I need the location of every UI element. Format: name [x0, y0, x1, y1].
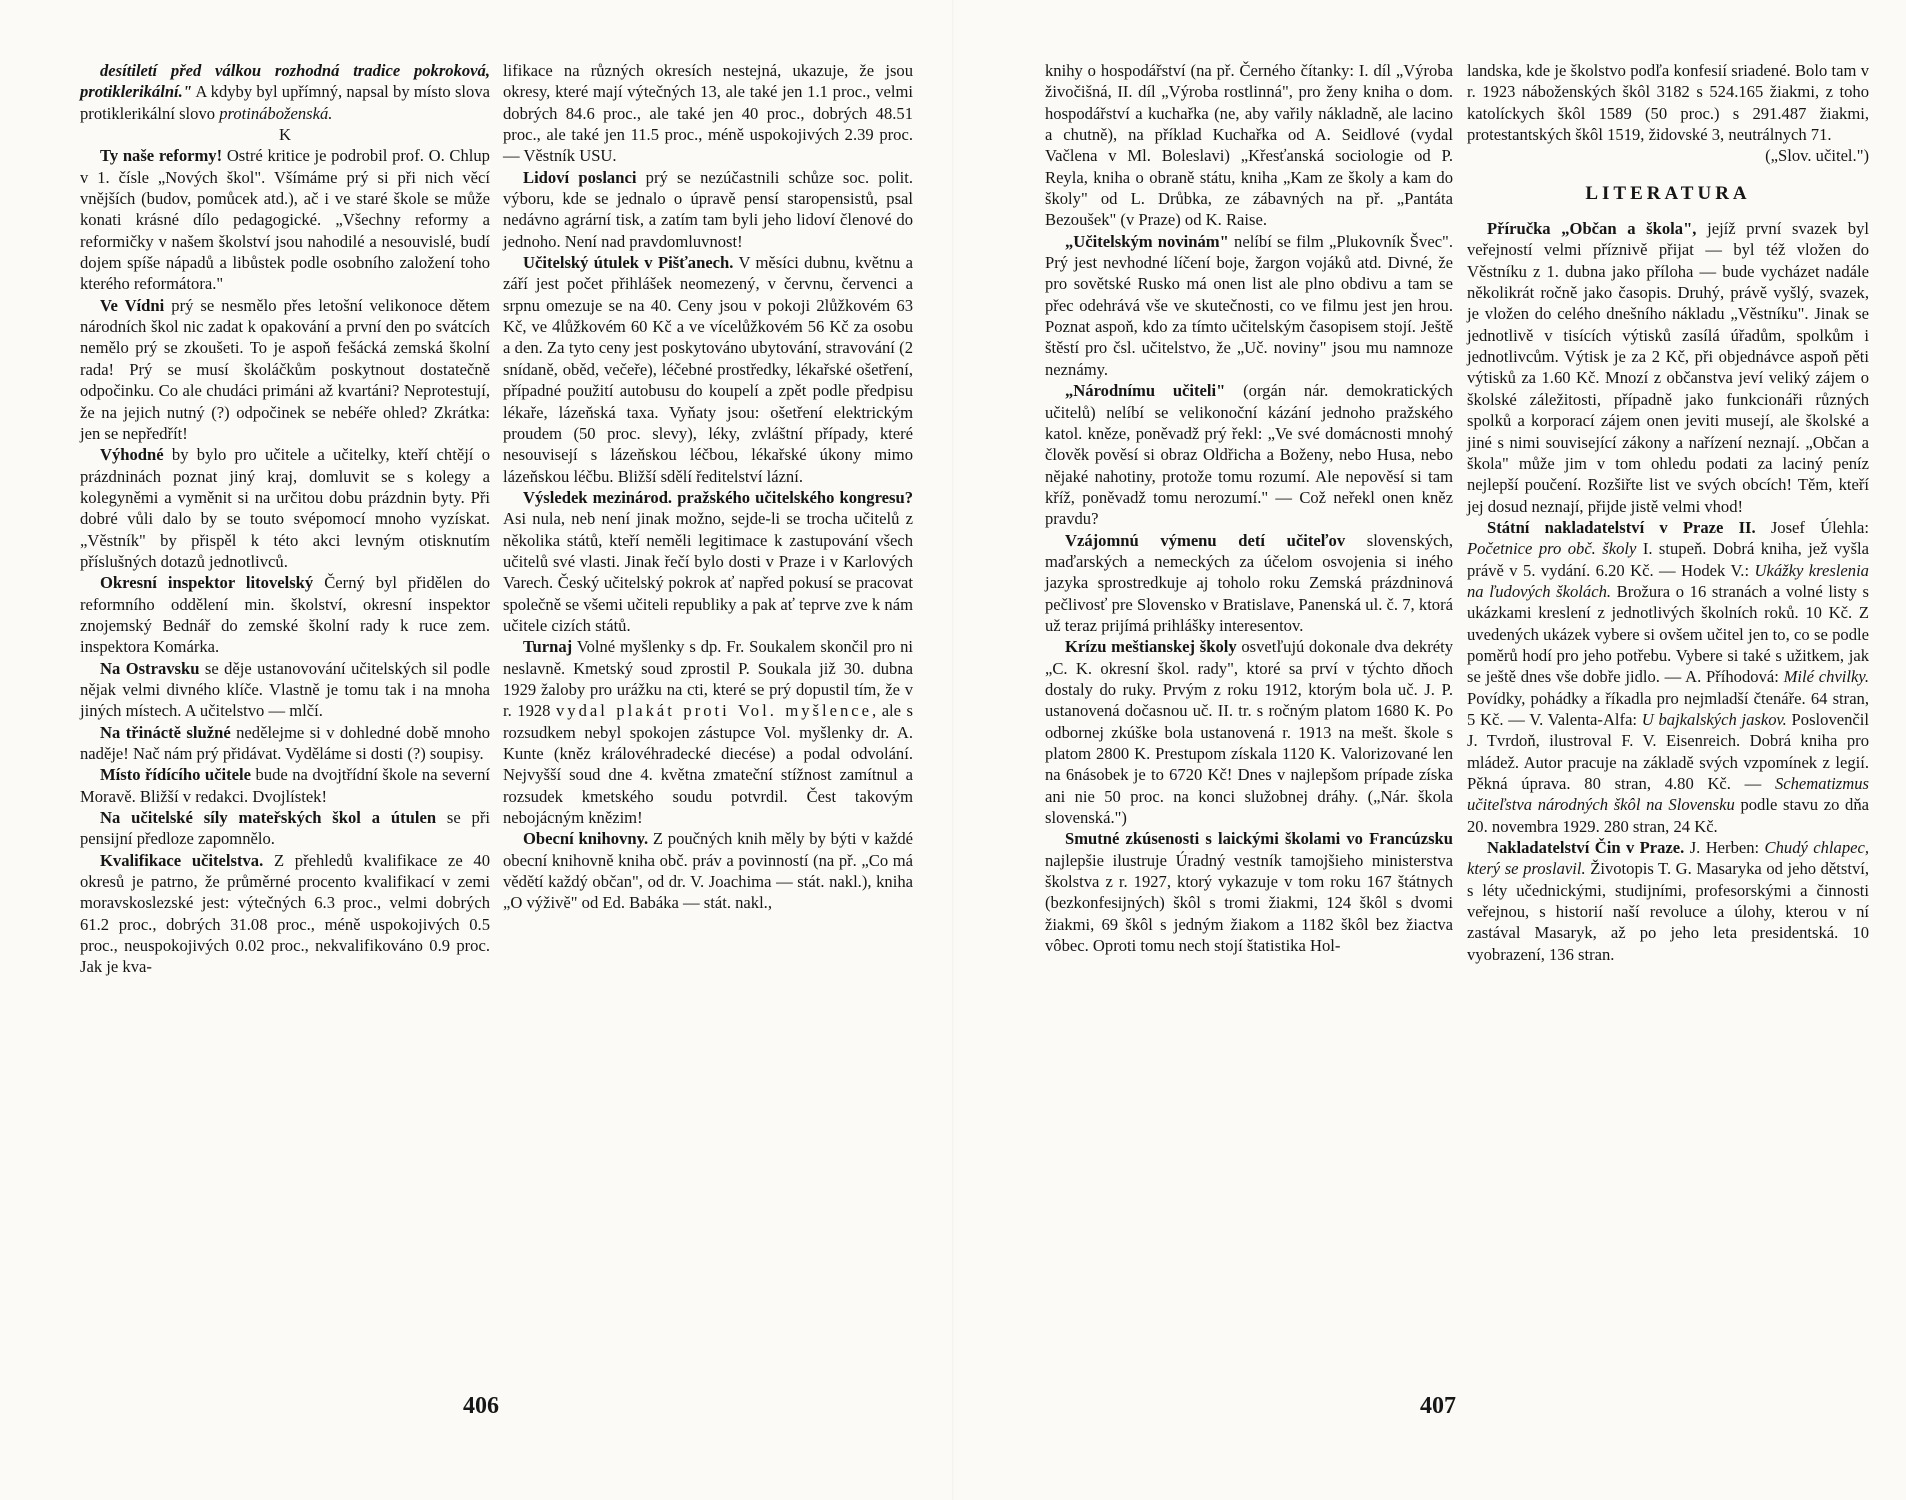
paragraph: Příručka „Občan a škola", jejíž první svazek byl veřejností velmi příznivě přijat — byl též vložen do Věstníku z 1. dubna jako příloha — bude vycházet nadále několikrát ročně jako časopis. Druhý, právě vyšlý, svazek, je vložen do celého dnešního nákladu „Věstníku". Jinak se jednotlivě v tisících výtisků zasílá úřadům, spolkům i jednotlivcům. Výtisk je za 2 Kč, při objednávce aspoň pěti výtisků za 1.60 Kč. Mnozí z občanstva jeví veliký zájem o školské záležitosti, případně jako funkcionáři různých spolků a korporací zájem onen jeviti musejí, ale školské a jiné s nimi související zákony a nařízení neznají. „Občan a škola" může jim v tom ohledu podati za laciný peníz nejlepší poučení. Rozšiřte list ve svých obcích! Těm, kteří jej dosud neznají, přijde jistě velmi vhod!	[1467, 219, 1869, 516]
paragraph: Kvalifikace učitelstva. Z přehledů kvalifikace ze 40 okresů je patrno, že průměrné procento kvalifikací v zemi moravskoslezské jest: výtečných 6.3 proc., velmi dobrých 61.2 proc., dobrých 31.08 proc., méně uspokojivých 0.5 proc., neuspokojivých 0.02 proc., nekvalifikováno 0.9 proc. Jak je kva-	[80, 850, 490, 977]
bold-lead: Vzájomnú výmenu detí učiteľov	[1065, 530, 1346, 550]
italic-title: Početnice pro obč. školy	[1467, 539, 1637, 559]
italic-title: Milé chvilky.	[1783, 667, 1869, 687]
bold-lead: Výsledek mezinárod. pražského učitelského kongresu?	[523, 487, 913, 507]
bold-lead: Na třináctě služné	[100, 722, 231, 742]
paragraph: Smutné zkúsenosti s laickými školami vo Francúzsku najlepšie ilustruje Úradný vestník tamojšieho ministerstva školstva z r. 1927, ktorý vykazuje v tom roku 167 štátnych (bezkonfesijných) škôl s tromi žiakmi, 124 škôl s dvomi žiakmi, 69 škôl s jedným žiakom a 1182 škôl bez žiactva vôbec. Oproti tomu nech stojí štatistika Hol-	[1045, 829, 1453, 956]
paragraph: „Národnímu učiteli" (orgán nár. demokratických učitelů) nelíbí se velikonoční kázání jednoho pražského katol. kněze, poněvadž prý řekl: „Ve své domácnosti mnohý člověk pověsí si obraz Oldřicha a Boženy, nebo Husa, nebo nějaké nahotiny, protože tomu rozumí. Ale nepověsí si tam kříž, poněvadž tomu nerozumí." — Což neřekl onen kněz pravdu?	[1045, 381, 1453, 529]
bold-lead: Místo řídícího učitele	[100, 765, 251, 785]
italic-title: Chudý chlapec, který se proslavil.	[1467, 838, 1870, 879]
bold-lead: Krízu meštianskej školy	[1065, 637, 1237, 657]
bold-lead: „Národnímu učiteli"	[1065, 381, 1226, 401]
italic-title: protináboženská.	[219, 103, 333, 123]
bold-lead: Ve Vídni	[100, 295, 165, 315]
column-1	[80, 60, 490, 978]
paragraph: Okresní inspektor litovelský Černý byl přidělen do reformního oddělení min. školství, okresní inspektor znojemský Bednář do zemské školní rady k ruce zem. inspektora Komárka.	[80, 573, 491, 657]
paragraph: Učitelský útulek v Pišťanech. V měsíci dubnu, květnu a září jest počet přihlášek neomezený, v červnu, červenci a srpnu omezuje se na 40. Ceny jsou v pokoji 2lůžkovém 63 Kč, ve 4lůžkovém 60 Kč a ve vícelůžkovém 56 Kč za osobu a den. Za tyto ceny jest poskytováno ubytování, stravování (2 snídaně, oběd, večeře), léčebné prostředky, lékařské ošetření, případné použití autobusu do koupelí a zpět podle předpisu lékaře, lázeňská taxa. Vyňaty jsou: ošetření elektrickým proudem (50 proc. slevy), léky, zvláštní případy, které nesouvisejí s lázeňskou léčbou, lékařské úkony mimo lázeňskou léčbu. Bližší sdělí ředitelství lázní.	[503, 253, 913, 486]
book-gutter	[952, 0, 954, 1500]
paragraph: Výsledek mezinárod. pražského učitelského kongresu? Asi nula, neb není jinak možno, sejde-li se trocha učitelů z několika států, kteří neměli legitimace k zastupování všech učitelů své vlasti. Jinak řečí bylo dosti v Praze i v Karlových Varech. Český učitelský pokrok ať napřed pokusí se pracovat společně se všemi učiteli republiky a pak ať teprve zve k nám učitele cizích států.	[503, 487, 913, 635]
bold-lead: Nakladatelství Čin v Praze.	[1487, 838, 1685, 858]
bold-lead: Smutné zkúsenosti s laickými školami vo Francúzsku	[1065, 829, 1453, 849]
italic-lead: desítiletí před válkou rozhodná tradice pokroková, protiklerikální."	[80, 61, 490, 102]
paragraph: Nakladatelství Čin v Praze. J. Herben: Chudý chlapec, který se proslavil. Životopis T. G. Masaryka od jeho dětství, s léty učednickými, studijními, profesorskými a činnosti veřejnou, s historií naší revoluce a úlohy, kterou v ní zastával Masaryk, až po jeho leta presidentská. 10 vyobrazení, 136 stran.	[1467, 838, 1870, 964]
paragraph: Na učitelské síly mateřských škol a útulen se při pensijní předloze zapomnělo.	[80, 808, 490, 849]
bold-lead: Obecní knihovny.	[523, 829, 649, 849]
paragraph: Státní nakladatelství v Praze II. Josef Úlehla: Početnice pro obč. školy I. stupeň. Dobrá kniha, jež vyšla právě v 5. vydání. 6.20 Kč. — Hodek V.: Ukážky kreslenia na ľudových školách. Brožura o 16 stranách a volné listy s ukázkami kreslení z jednotlivých školních roků. 10 Kč. Z uvedených ukázek vybere si ovšem učitel jen to, co se podle poměrů hodí pro jeho potřebu. Vybere si také s užitkem, jak se ještě dnes vše dobře jidlo. — A. Příhodová: Milé chvilky. Povídky, pohádky a říkadla pro nejmladší čtenáře. 64 stran, 5 Kč. — V. Valenta-Alfa: U bajkalských jaskov. Poslovenčil J. Tvrdoň, ilustroval F. V. Eisenreich. Dobrá kniha pro mládež. Autor pracuje na základě svých vzpomínek z legií. Pěkná úprava. 80 stran, 4.80 Kč. — Schematizmus učiteľstva národných škôl na Slovensku podle stavu zo dňa 20. novembra 1929. 280 stran, 24 Kč.	[1467, 517, 1870, 836]
bold-lead: Učitelský útulek v Pišťanech.	[523, 253, 734, 273]
bold-lead: Turnaj	[523, 637, 573, 657]
paragraph: knihy o hospodářství (na př. Černého čítanky: I. díl „Výroba živočišná, II. díl „Výroba rostlinná", pro ženy kniha o dom. hospodářství a kuchařka (ne, aby vařily nákladně, ale lacino a chutně), na příklad Kuchařka od A. Seidlové (vydal Vačlena v Ml. Boleslavi) „Křesťanská sociologie od P. Reyla, kniha o obraně státu, kniha „Kam ze školy a kam do školy" od L. Drůbka, ze zábavných na př. „Pantáta Bezoušek" (v Praze) od K. Raise.	[1045, 61, 1453, 230]
column-4	[1467, 60, 1869, 965]
bold-lead: Na učitelské síly mateřských škol a útulen	[100, 808, 437, 828]
bold-lead: Výhodné	[100, 445, 164, 465]
paragraph: Krízu meštianskej školy osvetľujú dokonale dva dekréty „C. K. okresní škol. rady", ktoré sa prví v týchto dňoch dostaly do ruky. Prvým z roku 1912, ktorým bola uč. J. P. ustanovená dočasnou uč. II. tr. s ročným platom 1680 K. Po odbornej zkúške bola ustanovená r. 1913 na mešt. škole s platom 2800 K. Prestupom získala 1120 K. Valorizované len na 6násobek je to 6720 Kč! Dnes v najlepšom prípade získa ani nie 50 proc. na konci služobnej dráhy. („Nár. škola slovenská.")	[1045, 637, 1453, 828]
paragraph: Turnaj Volné myšlenky s dp. Fr. Soukalem skončil pro ni neslavně. Kmetský soud zprostil P. Soukala již 30. dubna 1929 žaloby pro urážku na cti, které se prý dopustil tím, že v r. 1928 vydal plakát proti Vol. myšlence, ale s rozsudkem nebyl spokojen zástupce Vol. myšlenky dr. A. Kunte (kněz královéhradecké diecése) a podal odvolání. Nejvyšší soud dne 4. května zmateční stížnost zamítnul a rozsudek kmetského soudu potvrdil. Čest takovým nebojácným knězim!	[503, 637, 913, 828]
column-3	[1045, 60, 1453, 956]
paragraph: Na Ostravsku se děje ustanovování učitelských sil podle nějak velmi divného klíče. Vlastně je tomu tak i na mnoha jiných místech. A učitelstvo — mlčí.	[80, 658, 491, 721]
paragraph: Vzájomnú výmenu detí učiteľov slovenských, maďarských a nemeckých za účelom osvojenia si iného jazyka sprostredkuje aj toholo roku Zemská prázdninová pečlivosť pre Slovensko v Bratislave, Panenská ul. č. 7, ktorá už teraz prijímá prihlášky interesentov.	[1045, 530, 1453, 635]
paragraph: Ve Vídni prý se nesmělo přes letošní velikonoce dětem národních škol nic zadat k opakování a první den po svátcích nemělo prý se zkoušeti. To je aspoň fešácká zemská školní rada! Prý se musí školáčkům poskytnout dostatečně odpočinku. Co ale chudáci primáni až kvartáni? Neprotestují, že na jejich nutný (?) odpočinek se nebéře ohled? Zkrátka: jen se nepředřít!	[80, 295, 490, 443]
bold-lead: „Učitelským novinám"	[1065, 231, 1229, 251]
column-2	[503, 60, 913, 914]
paragraph: landska, kde je školstvo podľa konfesií sriadené. Bolo tam v r. 1923 náboženských škôl 3182 s 524.165 žiakmi, z toho katolíckych škôl 1589 (50 proc.) s 291.487 žiakmi, protestantských škôl 1519, židovské 3, neutrálnych 71.	[1467, 61, 1869, 145]
bold-lead: Kvalifikace učitelstva.	[100, 850, 264, 870]
paragraph: Na třináctě služné nedělejme si v dohledné době mnoho naděje! Nač nám prý přidávat. Vyděláme si dosti (?) soupisy.	[80, 722, 490, 763]
italic-title: U bajkalských jaskov.	[1641, 709, 1787, 729]
paragraph: lifikace na různých okresích nestejná, ukazuje, že jsou okresy, které mají výtečných 13, ale také jen 1.1 proc., velmi dobrých 84.6 proc., ale také jen 40 proc., dobrých 48.51 proc., ale také jen 11.5 proc., méně uspokojivých 2.39 proc. — Věstník USU.	[503, 61, 913, 166]
section-heading: LITERATURA	[1585, 182, 1751, 204]
paragraph: Místo řídícího učitele bude na dvojtřídní škole na severní Moravě. Bližší v redakci. Dvojlístek!	[80, 765, 490, 806]
page-number-left: 406	[463, 1393, 499, 1419]
page-number-right: 407	[1420, 1393, 1456, 1419]
italic-title: Schematizmus učiteľstva národných škôl na Slovensku	[1467, 774, 1869, 815]
paragraph: („Slov. učitel.")	[1765, 146, 1869, 166]
bold-lead: Na Ostravsku	[100, 658, 200, 678]
spaced-text: vydal plakát proti Vol. myšlence	[555, 701, 873, 721]
bold-lead: Státní nakladatelství v Praze II.	[1487, 517, 1756, 537]
paragraph: Výhodné by bylo pro učitele a učitelky, kteří chtějí o prázdninách poznat jiný kraj, domluvit se s kolegy a kolegyněmi a vyměnit si na určitou dobu prázdnin byty. Při dobré vůli dalo by se touto svépomocí mnoho vyzískat. „Věstník" by přispěl k této akci levným otisknutím příslušných dotazů jednotlivců.	[80, 445, 490, 571]
paragraph: Obecní knihovny. Z poučných knih měly by býti v každé obecní knihovně kniha obč. práv a povinností (na př. „Co má vědětí každý občan", od dr. V. Joachima — stát. nakl.), kniha „O výživě" od Ed. Babáka — stát. nakl.,	[503, 829, 913, 913]
paragraph: „Učitelským novinám" nelíbí se film „Plukovník Švec". Prý jest nevhodné líčení boje, žargon vojáků atd. Divné, že pro sovětské Rusko má onen list ale plno obdivu a tam se přec odehrává vše ve skutečnosti, co ve filmu jest jen hrou. Poznat aspoň, kdo za tímto učitelským časopisem stojí. Ještě štěstí pro čsl. učitelstvo, že „Uč. noviny" jsou mu namnoze neznámy.	[1045, 231, 1453, 379]
paragraph: Lidoví poslanci prý se nezúčastnili schůze soc. polit. výboru, kde se jednalo o úpravě pensí staropensistů, psal nedávno agrární tisk, a zatím tam byli jeho lidoví členové do jednoho. Není nad pravdomluvnost!	[503, 167, 913, 251]
bold-lead: Okresní inspektor litovelský	[100, 573, 314, 593]
paragraph: desítiletí před válkou rozhodná tradice pokroková, protiklerikální." A kdyby byl upřímný, napsal by místo slova protiklerikální slovo protináboženská.	[80, 61, 490, 123]
paragraph: Ty naše reformy! Ostré kritice je podrobil prof. O. Chlup v 1. čísle „Nových škol". Všímáme prý si při nich věcí vnějších (budov, pomůcek atd.), ač i ve staré škole se může konati krásné dílo pedagogické. „Všechny reformy a reformičky v našem školství jsou nahodilé a nesouvislé, budí dojem spíše nápadů a libůstek podle osobního založení toho kterého reformátora."	[80, 146, 490, 294]
italic-title: Ukážky kreslenia na ľudových školách.	[1467, 560, 1869, 601]
bold-lead: Ty naše reformy!	[100, 146, 223, 166]
bold-lead: Příručka „Občan a škola",	[1487, 219, 1697, 239]
paragraph: K	[279, 125, 291, 145]
bold-lead: Lidoví poslanci	[523, 167, 637, 187]
